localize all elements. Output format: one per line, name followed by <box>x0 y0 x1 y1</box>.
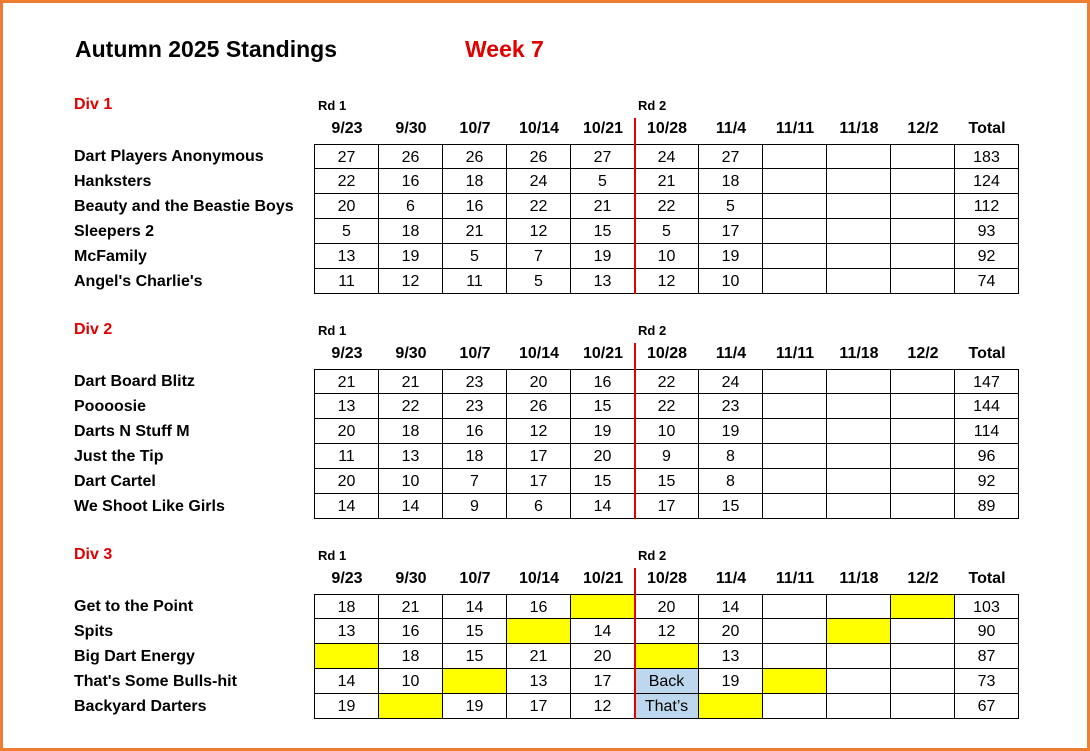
score-cell: 20 <box>571 644 635 669</box>
score-cell: 6 <box>507 494 571 519</box>
team-name: Backyard Darters <box>74 698 207 715</box>
score-cell: 12 <box>635 619 699 644</box>
score-cell: 18 <box>314 594 379 619</box>
total-cell: 90 <box>955 619 1019 644</box>
total-cell: 67 <box>955 694 1019 719</box>
score-cell: 12 <box>379 269 443 294</box>
score-cell <box>763 494 827 519</box>
score-cell: 17 <box>507 469 571 494</box>
total-cell: 103 <box>955 594 1019 619</box>
score-cell <box>763 219 827 244</box>
score-cell <box>827 594 891 619</box>
score-cell <box>827 669 891 694</box>
total-cell: 96 <box>955 444 1019 469</box>
division-label: Div 3 <box>74 546 113 563</box>
round-divider <box>634 568 636 719</box>
score-cell: 10 <box>379 669 443 694</box>
round-label: Rd 1 <box>318 548 347 563</box>
score-cell: 21 <box>379 594 443 619</box>
score-cell: 27 <box>699 144 763 169</box>
score-cell: 7 <box>507 244 571 269</box>
column-header: 11/4 <box>715 345 747 362</box>
score-cell: 18 <box>379 219 443 244</box>
score-cell: 13 <box>314 619 379 644</box>
score-cell: 13 <box>507 669 571 694</box>
score-cell <box>827 194 891 219</box>
score-cell: 15 <box>443 644 507 669</box>
score-cell <box>827 619 891 644</box>
score-cell: 17 <box>699 219 763 244</box>
score-cell <box>763 694 827 719</box>
score-cell: 10 <box>635 419 699 444</box>
score-cell: 18 <box>379 419 443 444</box>
team-name: Just the Tip <box>74 448 164 465</box>
score-cell <box>891 419 955 444</box>
team-name: We Shoot Like Girls <box>74 498 225 515</box>
score-cell: 19 <box>314 694 379 719</box>
column-header: 9/23 <box>331 120 363 137</box>
score-cell: 24 <box>699 369 763 394</box>
score-cell: 16 <box>443 419 507 444</box>
score-cell <box>827 419 891 444</box>
score-cell: 27 <box>571 144 635 169</box>
column-header: 11/11 <box>775 570 815 587</box>
score-cell: 26 <box>507 394 571 419</box>
column-header: Total <box>968 345 1006 362</box>
round-label: Rd 2 <box>638 323 667 338</box>
column-header: 10/7 <box>459 345 491 362</box>
column-header: 10/28 <box>646 345 688 362</box>
round-label: Rd 2 <box>638 548 667 563</box>
score-cell: 20 <box>699 619 763 644</box>
score-cell <box>891 219 955 244</box>
total-cell: 73 <box>955 669 1019 694</box>
column-header: 11/11 <box>775 345 815 362</box>
score-cell <box>891 694 955 719</box>
column-header: 10/14 <box>518 120 560 137</box>
score-cell: 5 <box>507 269 571 294</box>
score-cell: 12 <box>571 694 635 719</box>
score-cell: 21 <box>443 219 507 244</box>
total-cell: 87 <box>955 644 1019 669</box>
score-cell: 21 <box>314 369 379 394</box>
score-cell: 16 <box>379 619 443 644</box>
score-cell: 13 <box>699 644 763 669</box>
score-cell <box>827 219 891 244</box>
score-cell <box>891 469 955 494</box>
score-cell <box>891 444 955 469</box>
score-cell <box>763 644 827 669</box>
round-label: Rd 1 <box>318 98 347 113</box>
score-cell: 20 <box>314 194 379 219</box>
score-cell: 11 <box>314 269 379 294</box>
score-cell: 17 <box>571 669 635 694</box>
score-cell: 20 <box>507 369 571 394</box>
score-cell: 10 <box>699 269 763 294</box>
score-cell: 13 <box>314 244 379 269</box>
score-cell: 8 <box>699 444 763 469</box>
column-header: 10/14 <box>518 345 560 362</box>
team-name: Darts N Stuff M <box>74 423 190 440</box>
column-header: 11/18 <box>839 570 879 587</box>
score-cell <box>763 669 827 694</box>
score-cell: 5 <box>699 194 763 219</box>
score-cell: 14 <box>571 619 635 644</box>
score-cell: 5 <box>443 244 507 269</box>
score-cell <box>314 644 379 669</box>
score-cell: 5 <box>314 219 379 244</box>
score-cell: 15 <box>571 469 635 494</box>
week-label: Week 7 <box>465 36 544 62</box>
division-2 <box>0 321 1090 521</box>
score-cell: 14 <box>314 669 379 694</box>
column-header: 10/21 <box>582 345 624 362</box>
score-cell <box>763 369 827 394</box>
score-cell: 21 <box>507 644 571 669</box>
column-header: 10/28 <box>646 120 688 137</box>
score-cell <box>699 694 763 719</box>
column-header: 11/4 <box>715 120 747 137</box>
score-cell: 17 <box>507 694 571 719</box>
score-cell: 22 <box>635 369 699 394</box>
score-cell: 14 <box>379 494 443 519</box>
score-cell <box>891 669 955 694</box>
score-cell: 15 <box>571 219 635 244</box>
score-cell: That’s <box>635 694 699 719</box>
score-cell <box>827 144 891 169</box>
score-cell: 9 <box>635 444 699 469</box>
score-cell <box>891 244 955 269</box>
score-cell <box>891 394 955 419</box>
team-name: Beauty and the Beastie Boys <box>74 198 294 215</box>
total-cell: 89 <box>955 494 1019 519</box>
score-cell: 22 <box>635 194 699 219</box>
score-cell <box>763 444 827 469</box>
score-cell: 16 <box>571 369 635 394</box>
score-cell: 17 <box>635 494 699 519</box>
score-cell <box>827 444 891 469</box>
score-cell: 15 <box>443 619 507 644</box>
score-cell <box>891 494 955 519</box>
score-cell <box>763 144 827 169</box>
score-cell: 24 <box>635 144 699 169</box>
score-cell: 26 <box>507 144 571 169</box>
score-cell: 15 <box>571 394 635 419</box>
score-cell <box>763 419 827 444</box>
score-cell: 20 <box>314 419 379 444</box>
total-cell: 144 <box>955 394 1019 419</box>
score-cell: 23 <box>699 394 763 419</box>
score-cell <box>763 469 827 494</box>
score-cell: 12 <box>507 419 571 444</box>
score-cell: 19 <box>571 244 635 269</box>
score-cell: 27 <box>314 144 379 169</box>
team-name: Get to the Point <box>74 598 194 615</box>
column-header: 11/18 <box>839 120 879 137</box>
score-cell: 26 <box>443 144 507 169</box>
team-name: Spits <box>74 623 114 640</box>
column-header: 10/7 <box>459 120 491 137</box>
column-header: 10/21 <box>582 120 624 137</box>
score-cell <box>827 694 891 719</box>
score-cell <box>891 269 955 294</box>
column-header: 9/30 <box>395 120 427 137</box>
score-cell <box>763 169 827 194</box>
score-cell: 6 <box>379 194 443 219</box>
score-cell: 20 <box>314 469 379 494</box>
column-header: 10/14 <box>518 570 560 587</box>
score-cell: 22 <box>507 194 571 219</box>
total-cell: 124 <box>955 169 1019 194</box>
score-cell <box>571 594 635 619</box>
round-divider <box>634 118 636 294</box>
division-3 <box>0 546 1090 746</box>
score-cell: 15 <box>635 469 699 494</box>
score-cell: 8 <box>699 469 763 494</box>
score-cell <box>635 644 699 669</box>
score-cell: 19 <box>571 419 635 444</box>
total-cell: 92 <box>955 244 1019 269</box>
team-name: McFamily <box>74 248 147 265</box>
score-cell <box>891 194 955 219</box>
total-cell: 147 <box>955 369 1019 394</box>
score-cell <box>891 644 955 669</box>
score-cell: 13 <box>571 269 635 294</box>
score-cell: 21 <box>379 369 443 394</box>
score-cell <box>763 194 827 219</box>
column-header: 12/2 <box>907 120 939 137</box>
score-cell: 13 <box>379 444 443 469</box>
score-cell: 21 <box>635 169 699 194</box>
score-cell: 14 <box>443 594 507 619</box>
score-cell: 23 <box>443 394 507 419</box>
score-cell: 22 <box>635 394 699 419</box>
division-label: Div 1 <box>74 96 113 113</box>
score-cell: 18 <box>699 169 763 194</box>
column-header: 9/23 <box>331 570 363 587</box>
score-cell <box>763 619 827 644</box>
column-header: 10/21 <box>582 570 624 587</box>
page-title: Autumn 2025 Standings <box>75 36 337 62</box>
score-cell <box>763 269 827 294</box>
column-header: 10/7 <box>459 570 491 587</box>
score-cell <box>379 694 443 719</box>
score-cell <box>827 644 891 669</box>
score-cell: 21 <box>571 194 635 219</box>
score-cell: 7 <box>443 469 507 494</box>
score-cell <box>891 594 955 619</box>
score-cell: 20 <box>571 444 635 469</box>
division-1 <box>0 96 1090 296</box>
score-cell: 14 <box>314 494 379 519</box>
team-name: Big Dart Energy <box>74 648 195 665</box>
score-cell: 22 <box>379 394 443 419</box>
team-name: Dart Board Blitz <box>74 373 195 390</box>
score-cell <box>827 244 891 269</box>
score-cell <box>827 369 891 394</box>
total-cell: 183 <box>955 144 1019 169</box>
column-header: 12/2 <box>907 345 939 362</box>
score-cell: 19 <box>379 244 443 269</box>
score-cell: 12 <box>635 269 699 294</box>
score-cell: 16 <box>443 194 507 219</box>
column-header: Total <box>968 120 1006 137</box>
round-label: Rd 2 <box>638 98 667 113</box>
column-header: 11/11 <box>775 120 815 137</box>
score-cell: 19 <box>699 669 763 694</box>
score-cell: 13 <box>314 394 379 419</box>
column-header: 9/30 <box>395 345 427 362</box>
score-cell: 22 <box>314 169 379 194</box>
team-name: That's Some Bulls-hit <box>74 673 237 690</box>
score-cell <box>763 244 827 269</box>
score-cell <box>827 494 891 519</box>
score-cell <box>827 269 891 294</box>
total-cell: 74 <box>955 269 1019 294</box>
column-header: 11/18 <box>839 345 879 362</box>
score-cell <box>763 594 827 619</box>
total-cell: 112 <box>955 194 1019 219</box>
team-name: Hanksters <box>74 173 152 190</box>
score-cell <box>891 144 955 169</box>
score-cell <box>827 169 891 194</box>
division-label: Div 2 <box>74 321 113 338</box>
score-cell: 18 <box>443 169 507 194</box>
total-cell: 92 <box>955 469 1019 494</box>
score-cell: 12 <box>507 219 571 244</box>
team-name: Dart Cartel <box>74 473 156 490</box>
score-cell: 10 <box>635 244 699 269</box>
score-cell: 14 <box>699 594 763 619</box>
round-label: Rd 1 <box>318 323 347 338</box>
score-cell: 24 <box>507 169 571 194</box>
score-cell: 10 <box>379 469 443 494</box>
team-name: Angel's Charlie's <box>74 273 203 290</box>
score-cell: 14 <box>571 494 635 519</box>
column-header: Total <box>968 570 1006 587</box>
column-header: 9/23 <box>331 345 363 362</box>
score-cell <box>827 469 891 494</box>
team-name: Sleepers 2 <box>74 223 155 240</box>
score-cell: 11 <box>443 269 507 294</box>
score-cell: 19 <box>699 244 763 269</box>
score-cell: 26 <box>379 144 443 169</box>
round-divider <box>634 343 636 519</box>
score-cell: 19 <box>699 419 763 444</box>
score-cell: 5 <box>571 169 635 194</box>
score-cell: 18 <box>443 444 507 469</box>
score-cell <box>507 619 571 644</box>
score-cell: 18 <box>379 644 443 669</box>
column-header: 11/4 <box>715 570 747 587</box>
score-cell: 15 <box>699 494 763 519</box>
score-cell <box>763 394 827 419</box>
column-header: 9/30 <box>395 570 427 587</box>
score-cell <box>891 169 955 194</box>
total-cell: 114 <box>955 419 1019 444</box>
score-cell: 23 <box>443 369 507 394</box>
team-name: Poooosie <box>74 398 147 415</box>
score-cell <box>891 369 955 394</box>
total-cell: 93 <box>955 219 1019 244</box>
score-cell: 9 <box>443 494 507 519</box>
score-cell: 5 <box>635 219 699 244</box>
score-cell: Back <box>635 669 699 694</box>
score-cell: 19 <box>443 694 507 719</box>
score-cell <box>891 619 955 644</box>
score-cell <box>443 669 507 694</box>
column-header: 12/2 <box>907 570 939 587</box>
score-cell: 11 <box>314 444 379 469</box>
score-cell: 16 <box>507 594 571 619</box>
score-cell <box>827 394 891 419</box>
score-cell: 20 <box>635 594 699 619</box>
score-cell: 16 <box>379 169 443 194</box>
score-cell: 17 <box>507 444 571 469</box>
column-header: 10/28 <box>646 570 688 587</box>
team-name: Dart Players Anonymous <box>74 148 264 165</box>
